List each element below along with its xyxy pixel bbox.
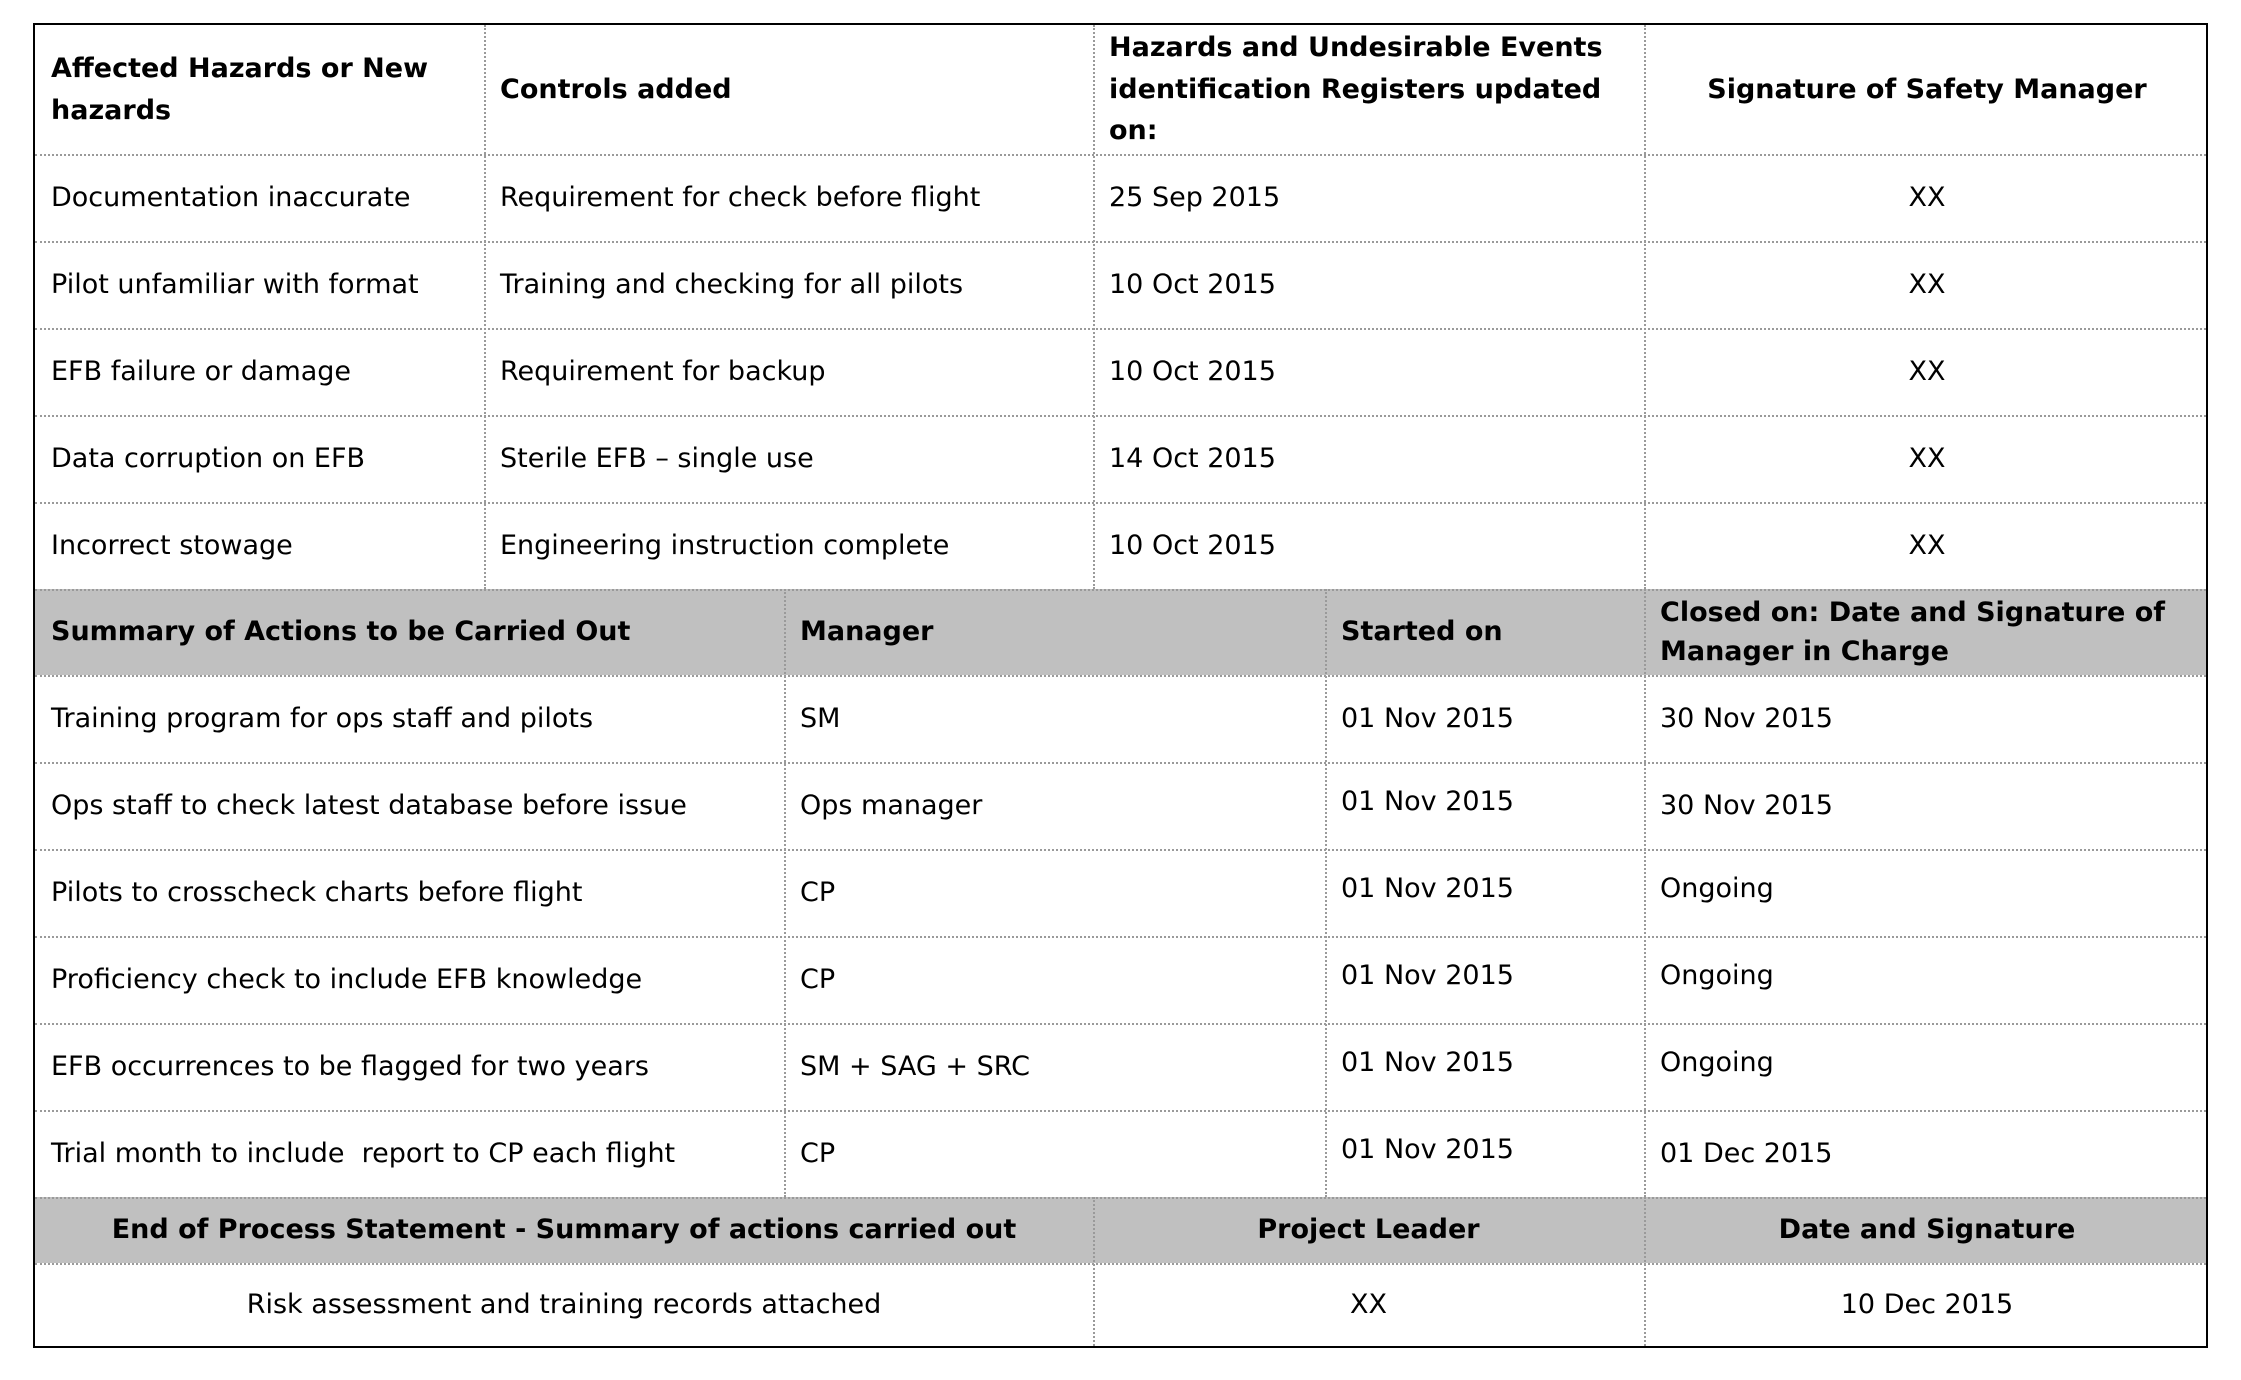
action-cell: EFB occurrences to be flagged for two years [51, 1050, 649, 1082]
grid-line [484, 25, 486, 589]
control-cell: Requirement for backup [500, 355, 826, 387]
hazard-register-table [33, 23, 2208, 1348]
header-started-on: Started on [1341, 616, 1503, 648]
started-cell: 01 Nov 2015 [1341, 873, 1514, 905]
grid-line [35, 1197, 2206, 1199]
grid-line [35, 1263, 2206, 1265]
header-date-signature: Date and Signature [1778, 1214, 2076, 1246]
manager-cell: CP [800, 963, 836, 995]
signature-cell: XX [1908, 181, 1946, 213]
grid-line [35, 328, 2206, 330]
header-signature-safety-manager: Signature of Safety Manager [1707, 73, 2147, 105]
closed-cell: 30 Nov 2015 [1660, 789, 1833, 821]
header-closed-on: Closed on: Date and Signature of Manager in Charge [1660, 596, 2166, 667]
grid-line [35, 415, 2206, 417]
grid-line [35, 502, 2206, 504]
date-cell: 10 Oct 2015 [1109, 529, 1276, 561]
action-cell: Pilots to crosscheck charts before flight [51, 876, 583, 908]
closed-cell: 30 Nov 2015 [1660, 702, 1833, 734]
grid-line [35, 762, 2206, 764]
project-leader-cell: XX [1350, 1288, 1387, 1320]
header-end-of-process: End of Process Statement - Summary of actions carried out [111, 1214, 1017, 1246]
started-cell: 01 Nov 2015 [1341, 1047, 1514, 1079]
grid-line [35, 589, 2206, 591]
action-cell: Ops staff to check latest database before issue [51, 789, 687, 821]
manager-cell: SM [800, 702, 841, 734]
header-project-leader: Project Leader [1257, 1214, 1480, 1246]
grid-line [35, 675, 2206, 677]
control-cell: Requirement for check before flight [500, 181, 981, 213]
header-controls-added: Controls added [500, 73, 732, 105]
end-statement-cell: Risk assessment and training records attached [246, 1288, 882, 1320]
hazard-cell: Pilot unfamiliar with format [51, 268, 419, 300]
date-cell: 10 Oct 2015 [1109, 268, 1276, 300]
grid-line [1644, 1197, 1646, 1346]
action-cell: Training program for ops staff and pilots [51, 702, 594, 734]
started-cell: 01 Nov 2015 [1341, 1134, 1514, 1166]
started-cell: 01 Nov 2015 [1341, 960, 1514, 992]
signature-cell: XX [1908, 442, 1946, 474]
signature-cell: XX [1908, 355, 1946, 387]
grid-line [35, 936, 2206, 938]
grid-line [1644, 589, 1646, 1197]
grid-line [784, 589, 786, 1197]
grid-line [1325, 589, 1327, 1197]
header-summary-actions: Summary of Actions to be Carried Out [51, 616, 631, 648]
date-cell: 25 Sep 2015 [1109, 181, 1281, 213]
date-cell: 10 Oct 2015 [1109, 355, 1276, 387]
grid-line [35, 849, 2206, 851]
grid-line [35, 154, 2206, 156]
closed-cell: Ongoing [1660, 1047, 1774, 1079]
closed-cell: 01 Dec 2015 [1660, 1137, 1833, 1169]
grid-line [35, 1110, 2206, 1112]
control-cell: Training and checking for all pilots [500, 268, 964, 300]
date-signature-cell: 10 Dec 2015 [1840, 1288, 2014, 1320]
header-registers-updated: Hazards and Undesirable Events identification Registers updated on: [1109, 31, 1603, 147]
manager-cell: CP [800, 876, 836, 908]
manager-cell: SM + SAG + SRC [800, 1050, 1030, 1082]
header-manager: Manager [800, 616, 934, 648]
closed-cell: Ongoing [1660, 960, 1774, 992]
grid-line [35, 241, 2206, 243]
grid-line [1093, 25, 1095, 589]
date-cell: 14 Oct 2015 [1109, 442, 1276, 474]
signature-cell: XX [1908, 268, 1946, 300]
hazard-cell: Data corruption on EFB [51, 442, 366, 474]
action-cell: Proficiency check to include EFB knowledge [51, 963, 643, 995]
grid-line [1644, 25, 1646, 589]
grid-line [1093, 1197, 1095, 1346]
hazard-cell: EFB failure or damage [51, 355, 352, 387]
action-cell: Trial month to include report to CP each flight [51, 1137, 676, 1169]
hazard-cell: Documentation inaccurate [51, 181, 411, 213]
started-cell: 01 Nov 2015 [1341, 786, 1514, 818]
manager-cell: CP [800, 1137, 836, 1169]
manager-cell: Ops manager [800, 789, 983, 821]
closed-cell: Ongoing [1660, 873, 1774, 905]
header-affected-hazards: Affected Hazards or New hazards [51, 52, 429, 126]
control-cell: Sterile EFB – single use [500, 442, 814, 474]
hazard-cell: Incorrect stowage [51, 529, 293, 561]
control-cell: Engineering instruction complete [500, 529, 950, 561]
grid-line [35, 1023, 2206, 1025]
started-cell: 01 Nov 2015 [1341, 702, 1514, 734]
signature-cell: XX [1908, 529, 1946, 561]
